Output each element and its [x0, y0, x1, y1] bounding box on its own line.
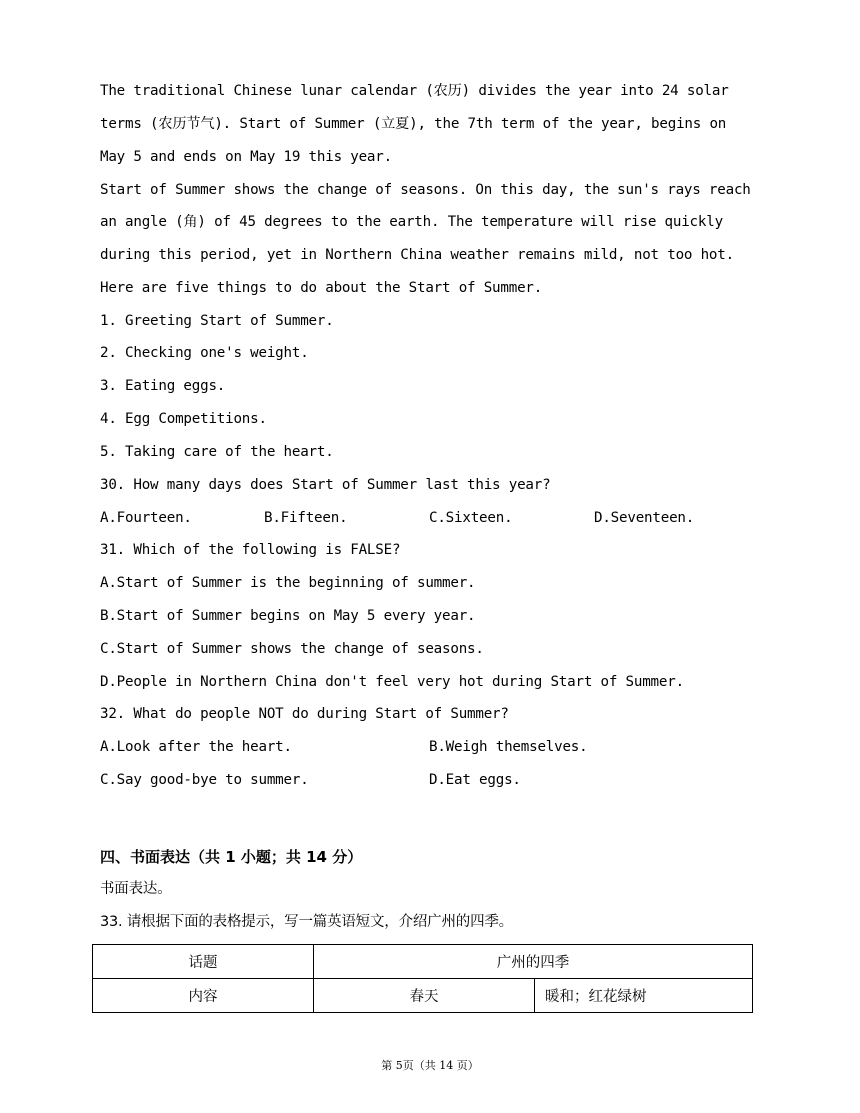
passage-line: Here are five things to do about the Start of Summer. [100, 280, 543, 296]
table-row [93, 979, 753, 1013]
writing-prompt: 33. 请根据下面的表格提示，写一篇英语短文，介绍广州的四季。 [100, 914, 513, 930]
q30-option-c[interactable]: C.Sixteen. [429, 510, 513, 526]
q31-option-a[interactable]: A.Start of Summer is the beginning of summer. [100, 575, 476, 591]
topic-table [92, 944, 753, 1013]
list-item: 4. Egg Competitions. [100, 411, 267, 427]
q31-option-d[interactable]: D.People in Northern China don't feel very hot during Start of Summer. [100, 674, 684, 690]
table-cell: 暖和；红花绿树 [535, 979, 753, 1013]
table-cell: 内容 [93, 979, 314, 1013]
passage-line: terms (农历节气). Start of Summer (立夏), the 7th term of the year, begins on [100, 116, 727, 132]
passage-line: an angle (角) of 45 degrees to the earth. The temperature will rise quickly [100, 214, 723, 230]
question-32-stem: 32. What do people NOT do during Start of Summer? [100, 706, 509, 722]
q31-option-b[interactable]: B.Start of Summer begins on May 5 every year. [100, 608, 476, 624]
table-cell: 话题 [93, 945, 314, 979]
passage-line: Start of Summer shows the change of seasons. On this day, the sun's rays reach [100, 182, 751, 198]
passage-line: The traditional Chinese lunar calendar (农历) divides the year into 24 solar [100, 83, 729, 99]
list-item: 5. Taking care of the heart. [100, 444, 334, 460]
q30-option-b[interactable]: B.Fifteen. [264, 510, 348, 526]
page-footer: 第 5页（共 14 页） [381, 1059, 479, 1072]
list-item: 2. Checking one's weight. [100, 345, 309, 361]
q30-option-a[interactable]: A.Fourteen. [100, 510, 192, 526]
table-row [93, 945, 753, 979]
q31-option-c[interactable]: C.Start of Summer shows the change of seasons. [100, 641, 484, 657]
section-heading: 四、书面表达（共 1 小题；共 14 分） [100, 848, 363, 866]
passage-line: May 5 and ends on May 19 this year. [100, 149, 392, 165]
q32-option-c[interactable]: C.Say good-bye to summer. [100, 772, 309, 788]
question-31-stem: 31. Which of the following is FALSE? [100, 542, 401, 558]
passage-line: during this period, yet in Northern China weather remains mild, not too hot. [100, 247, 734, 263]
q32-option-b[interactable]: B.Weigh themselves. [429, 739, 588, 755]
list-item: 1. Greeting Start of Summer. [100, 313, 334, 329]
list-item: 3. Eating eggs. [100, 378, 226, 394]
q32-option-a[interactable]: A.Look after the heart. [100, 739, 292, 755]
table-cell: 春天 [314, 979, 535, 1013]
q32-option-d[interactable]: D.Eat eggs. [429, 772, 521, 788]
section-label: 书面表达。 [100, 881, 172, 897]
question-30-stem: 30. How many days does Start of Summer last this year? [100, 477, 551, 493]
table-cell: 广州的四季 [314, 945, 753, 979]
q30-option-d[interactable]: D.Seventeen. [594, 510, 695, 526]
